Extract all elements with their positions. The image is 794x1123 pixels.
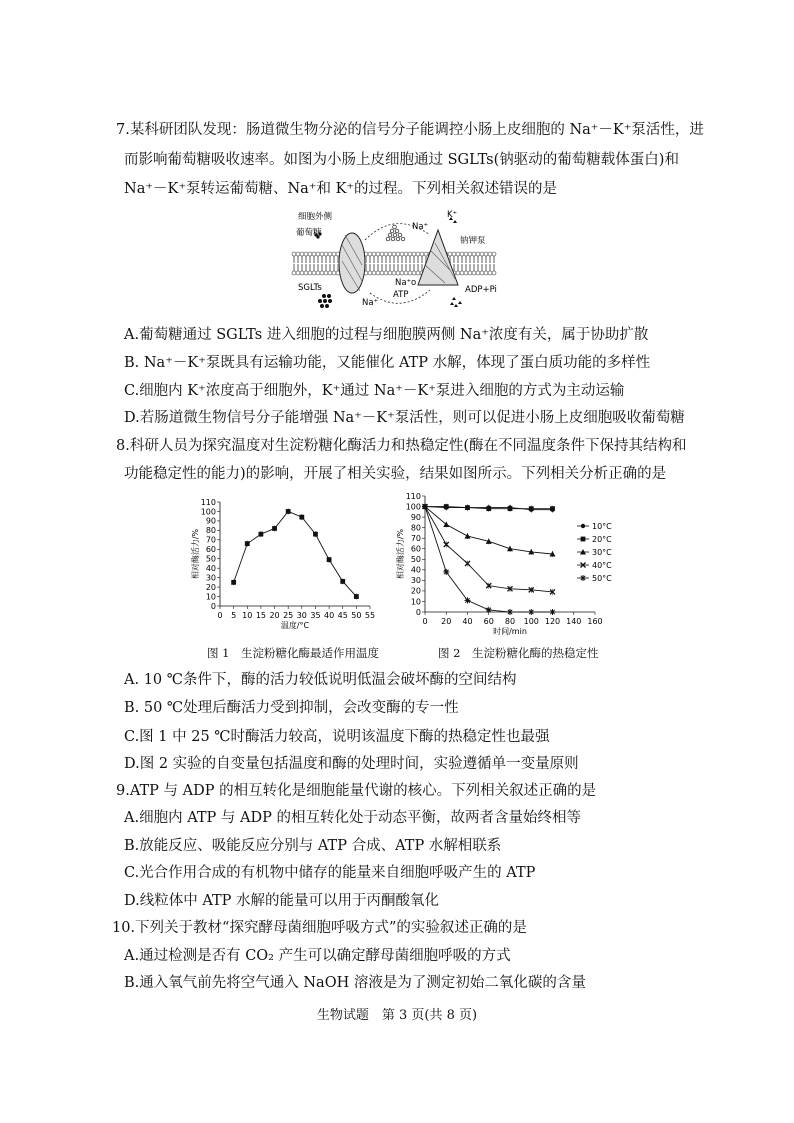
lipid-head <box>324 252 328 256</box>
lipid-head <box>480 271 484 275</box>
x-axis-label: 温度/°C <box>280 621 310 630</box>
lipid-head <box>456 271 460 275</box>
y-tick-label: 100 <box>200 507 216 517</box>
q9-option-c: C.光合作用合成的有机物中储存的能量来自细胞呼吸产生的 ATP <box>124 865 536 881</box>
lipid-head <box>488 271 492 275</box>
page-footer: 生物试题 第 3 页(共 8 页) <box>316 1008 478 1023</box>
q8-option-b: B. 50 ℃处理后酶活力受到抑制，会改变酶的专一性 <box>124 700 459 716</box>
lipid-head <box>296 252 300 256</box>
y-tick-label: 30 <box>410 576 421 586</box>
data-point <box>443 569 449 575</box>
x-tick-label: 60 <box>483 617 494 626</box>
series-data <box>231 508 359 599</box>
fig1-caption: 图 1 生淀粉糖化酶最适作用温度 <box>207 646 379 660</box>
q7-option-a: A.葡萄糖通过 SGLTs 进入细胞的过程与细胞膜两侧 Na⁺浓度有关，属于协助扩散 <box>124 327 649 343</box>
lipid-head <box>304 271 308 275</box>
lipid-head <box>312 271 316 275</box>
q8-option-c: C.图 1 中 25 ℃时酶活力较高，说明该温度下酶的热稳定性也最强 <box>124 729 550 745</box>
data-point <box>507 609 513 615</box>
label-na-mid: Na⁺o <box>395 278 417 288</box>
lipid-head <box>484 252 488 256</box>
lipid-head <box>468 271 472 275</box>
x-tick-label: 140 <box>566 617 582 626</box>
q8-stem-line-1: 8.科研人员为探究温度对生淀粉糖化酶活力和热稳定性(酶在不同温度条件下保持其结构和 <box>116 438 687 454</box>
y-tick-label: 70 <box>410 533 421 543</box>
y-tick-label: 10 <box>410 597 421 607</box>
y-axis-label: 相对酶活力/% <box>191 528 200 580</box>
data-point <box>327 557 332 562</box>
series-40°C <box>423 504 556 595</box>
glucose-dots-inside <box>318 294 332 308</box>
lipid-head <box>300 252 304 256</box>
x-tick-label: 5 <box>231 611 237 620</box>
data-point <box>550 506 555 511</box>
lipid-head <box>380 252 384 256</box>
lipid-head <box>396 252 400 256</box>
x-tick-label: 80 <box>504 617 516 626</box>
x-tick-label: 40 <box>462 617 473 626</box>
label-na-top: Na⁺ <box>412 222 429 232</box>
y-tick-label: 80 <box>410 523 421 533</box>
q9-stem: 9.ATP 与 ADP 的相互转化是细胞能量代谢的核心。下列相关叙述正确的是 <box>116 783 597 799</box>
lipid-head <box>388 271 392 275</box>
lipid-head <box>316 271 320 275</box>
q8-stem-line-2: 功能稳定性的能力)的影响，开展了相关实验，结果如图所示。下列相关分析正确的是 <box>124 466 667 482</box>
x-tick-label: 50 <box>351 611 362 620</box>
lipid-head <box>292 271 296 275</box>
q7-stem-line-3: Na⁺－K⁺泵转运葡萄糖、Na⁺和 K⁺的过程。下列相关叙述错误的是 <box>124 181 558 197</box>
x-tick-label: 20 <box>441 617 452 626</box>
lipid-head <box>308 271 312 275</box>
data-point <box>259 532 264 537</box>
y-tick-label: 90 <box>205 516 216 526</box>
lipid-head <box>304 252 308 256</box>
q10-option-b: B.通入氧气前先将空气通入 NaOH 溶液是为了测定初始二氧化碳的含量 <box>124 975 586 991</box>
chart-optimal-temperature <box>180 496 400 644</box>
lipid-head <box>404 252 408 256</box>
na-circles-cluster <box>386 225 405 241</box>
lipid-head <box>332 271 336 275</box>
lipid-head <box>408 252 412 256</box>
x-tick-label: 15 <box>255 611 267 620</box>
q7-stem-line-1: 7.某科研团队发现：肠道微生物分泌的信号分子能调控小肠上皮细胞的 Na⁺－K⁺泵活性，进 <box>116 122 704 138</box>
x-tick-label: 25 <box>283 611 294 620</box>
x-tick-label: 20 <box>269 611 280 620</box>
label-pump: 钠钾泵 <box>460 236 486 246</box>
q9-option-b: B.放能反应、吸能反应分别与 ATP 合成、ATP 水解相联系 <box>124 838 502 854</box>
y-tick-label: 0 <box>210 601 216 611</box>
data-point <box>444 504 449 509</box>
lipid-head <box>468 252 472 256</box>
lipid-head <box>316 252 320 256</box>
q9-option-a: A.细胞内 ATP 与 ADP 的相互转化处于动态平衡，故两者含量始终相等 <box>124 810 581 826</box>
series-line <box>425 507 553 592</box>
q7-option-d: D.若肠道微生物信号分子能增强 Na⁺－K⁺泵活性，则可以促进小肠上皮细胞吸收葡萄糖 <box>124 410 685 426</box>
data-point <box>581 537 586 542</box>
lipid-head <box>456 252 460 256</box>
lipid-head <box>376 271 380 275</box>
data-point <box>299 515 304 520</box>
lipid-head <box>472 271 476 275</box>
data-point <box>272 526 277 531</box>
y-tick-label: 20 <box>205 582 216 592</box>
lipid-head <box>384 252 388 256</box>
data-point <box>580 575 586 581</box>
data-point <box>486 506 491 511</box>
data-point <box>508 506 513 511</box>
legend-label: 50°C <box>592 574 612 583</box>
lipid-head <box>416 252 420 256</box>
label-k: K⁺ <box>447 210 458 220</box>
lipid-head <box>488 252 492 256</box>
y-tick-label: 60 <box>410 544 421 554</box>
label-atp: ATP <box>393 290 409 300</box>
data-point <box>354 594 359 599</box>
lipid-head <box>388 252 392 256</box>
label-adp: ADP+Pi <box>465 285 497 295</box>
lipid-head <box>328 271 332 275</box>
lipid-head <box>384 271 388 275</box>
data-point <box>507 546 513 552</box>
lipid-head <box>312 252 316 256</box>
lipid-head <box>332 252 336 256</box>
data-point <box>528 609 534 615</box>
lipid-head <box>492 252 496 256</box>
data-point <box>486 607 492 613</box>
y-tick-label: 50 <box>410 555 421 565</box>
lipid-head <box>392 271 396 275</box>
data-point <box>422 504 428 510</box>
q8-option-d: D.图 2 实验的自变量包括温度和酶的处理时间，实验遵循单一变量原则 <box>124 756 579 772</box>
lipid-head <box>372 252 376 256</box>
x-tick-label: 10 <box>242 611 253 620</box>
lipid-head <box>320 252 324 256</box>
lipid-head <box>380 271 384 275</box>
series-50°C <box>422 504 556 615</box>
x-tick-label: 45 <box>337 611 348 620</box>
lipid-head <box>480 252 484 256</box>
lipid-head <box>412 252 416 256</box>
q8-option-a: A. 10 ℃条件下，酶的活力较低说明低温会破坏酶的空间结构 <box>124 672 517 688</box>
y-tick-label: 10 <box>205 592 216 602</box>
legend-label: 40°C <box>592 561 612 570</box>
lipid-head <box>424 252 428 256</box>
x-tick-label: 160 <box>587 617 603 626</box>
q9-option-d: D.线粒体中 ATP 水解的能量可以用于丙酮酸氧化 <box>124 893 440 909</box>
y-tick-label: 20 <box>410 586 421 596</box>
data-point <box>465 533 471 539</box>
data-point <box>231 580 236 585</box>
lipid-head <box>460 252 464 256</box>
x-tick-label: 35 <box>310 611 321 620</box>
data-point <box>245 541 250 546</box>
y-tick-label: 60 <box>205 545 216 555</box>
data-point <box>313 532 318 537</box>
label-sglts: SGLTs <box>298 283 322 293</box>
q10-stem: 10.下列关于教材“探究酵母菌细胞呼吸方式”的实验叙述正确的是 <box>112 920 527 936</box>
x-tick-label: 40 <box>323 611 335 620</box>
lipid-head <box>464 271 468 275</box>
lipid-head <box>492 271 496 275</box>
y-tick-label: 90 <box>410 512 421 522</box>
membrane-transport-diagram <box>290 205 500 317</box>
lipid-head <box>324 271 328 275</box>
data-point <box>286 509 291 514</box>
q7-stem-line-2: 而影响葡萄糖吸收速率。如图为小肠上皮细胞通过 SGLTs(钠驱动的葡萄糖载体蛋白)和 <box>124 152 679 168</box>
y-tick-label: 80 <box>205 526 216 536</box>
label-outside: 细胞外侧 <box>298 212 333 222</box>
lipid-head <box>472 252 476 256</box>
label-glucose: 葡萄糖 <box>296 228 322 238</box>
lipid-head <box>408 271 412 275</box>
x-tick-label: 55 <box>364 611 376 620</box>
lipid-head <box>308 252 312 256</box>
y-axis-label: 相对酶活力/% <box>396 528 405 580</box>
lipid-head <box>464 252 468 256</box>
lipid-head <box>404 271 408 275</box>
lipid-head <box>416 271 420 275</box>
lipid-head <box>372 271 376 275</box>
legend-label: 30°C <box>592 548 612 557</box>
lipid-head <box>296 271 300 275</box>
data-point <box>550 609 556 615</box>
lipid-head <box>396 271 400 275</box>
lipid-head <box>400 252 404 256</box>
data-point <box>465 505 470 510</box>
data-point <box>581 524 585 528</box>
x-tick-label: 120 <box>544 617 561 626</box>
lipid-head <box>300 271 304 275</box>
label-na-bottom: Na⁺ <box>362 298 379 308</box>
y-tick-label: 0 <box>415 607 421 617</box>
fig2-caption: 图 2 生淀粉糖化酶的热稳定性 <box>438 646 599 660</box>
x-tick-label: 100 <box>523 617 539 626</box>
x-tick-label: 0 <box>422 617 428 626</box>
legend-label: 10°C <box>592 522 612 531</box>
lipid-head <box>452 252 456 256</box>
data-point <box>529 506 534 511</box>
lipid-head <box>448 252 452 256</box>
lipid-head <box>368 271 372 275</box>
lipid-head <box>476 252 480 256</box>
q7-option-b: B. Na⁺－K⁺泵既具有运输功能，又能催化 ATP 水解，体现了蛋白质功能的多样性 <box>124 355 651 371</box>
data-point <box>465 597 471 603</box>
lipid-head <box>476 271 480 275</box>
y-tick-label: 110 <box>405 491 421 501</box>
series-line <box>234 511 357 596</box>
x-tick-label: 30 <box>296 611 307 620</box>
chart-thermal-stability <box>395 490 625 644</box>
data-point <box>340 579 345 584</box>
lipid-head <box>292 252 296 256</box>
q10-option-a: A.通过检测是否有 CO₂ 产生可以确定酵母菌细胞呼吸的方式 <box>124 948 511 964</box>
k-triangles <box>449 217 462 307</box>
y-tick-label: 40 <box>205 563 216 573</box>
lipid-head <box>368 252 372 256</box>
legend-label: 20°C <box>592 535 612 544</box>
y-tick-label: 100 <box>405 502 421 512</box>
lipid-head <box>328 252 332 256</box>
y-tick-label: 110 <box>200 497 216 507</box>
y-tick-label: 70 <box>205 535 216 545</box>
lipid-head <box>320 271 324 275</box>
y-tick-label: 40 <box>410 565 421 575</box>
q7-option-c: C.细胞内 K⁺浓度高于细胞外，K⁺通过 Na⁺－K⁺泵进入细胞的方式为主动运输 <box>124 383 625 399</box>
lipid-head <box>376 252 380 256</box>
lipid-head <box>400 271 404 275</box>
x-tick-label: 0 <box>217 611 223 620</box>
lipid-head <box>392 252 396 256</box>
y-tick-label: 30 <box>205 573 216 583</box>
lipid-head <box>484 271 488 275</box>
x-axis-label: 时间/min <box>493 627 527 636</box>
lipid-head <box>460 271 464 275</box>
lipid-head <box>420 252 424 256</box>
y-tick-label: 50 <box>205 554 216 564</box>
lipid-head <box>412 271 416 275</box>
